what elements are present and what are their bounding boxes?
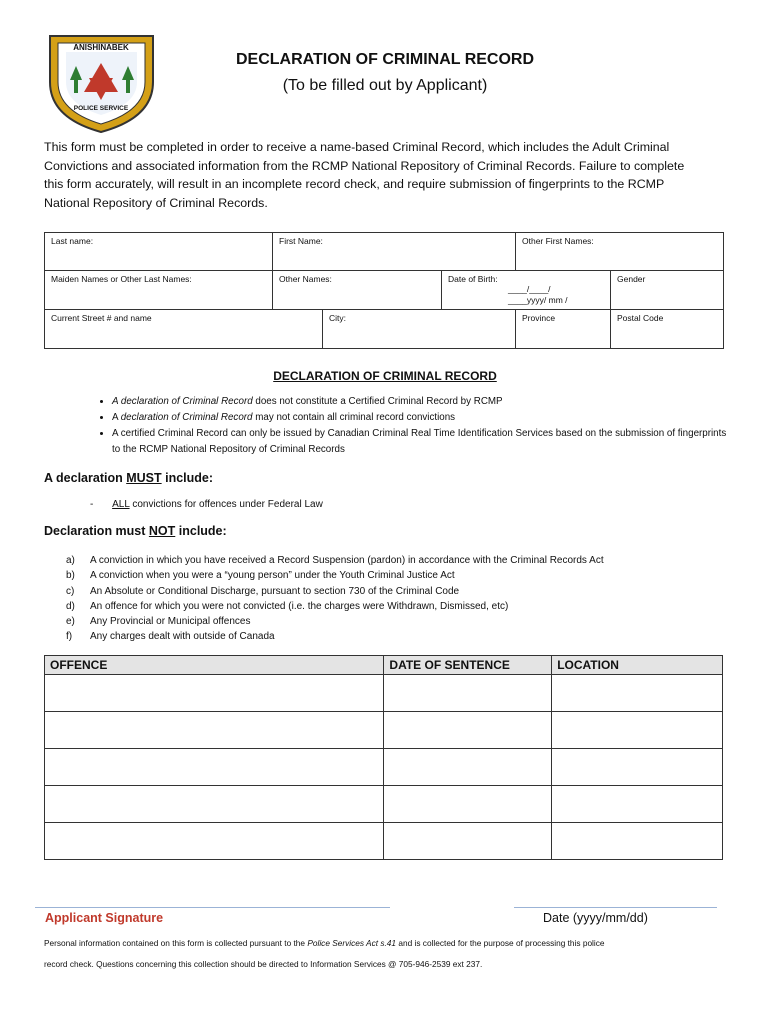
- list-item: • A certified Criminal Record can only be issued by Canadian Criminal Real Time Identification Services based on the submission of fingerprints to the RCMP National Repository of Criminal Records: [112, 426, 732, 458]
- gender-field[interactable]: [610, 270, 724, 310]
- offence-cell[interactable]: [45, 675, 384, 712]
- location-cell[interactable]: [552, 712, 723, 749]
- page-subtitle: (To be filled out by Applicant): [282, 77, 488, 94]
- location-cell[interactable]: [552, 823, 723, 860]
- date-cell[interactable]: [384, 749, 552, 786]
- offence-cell[interactable]: [45, 823, 384, 860]
- date-label: Date (yyyy/mm/dd): [543, 911, 648, 925]
- must-include-heading: A declaration MUST include:: [44, 471, 214, 485]
- dob-format-top: ____/____/: [508, 284, 551, 294]
- list-item: b) A conviction when you were a “young person” under the Youth Criminal Justice Act: [66, 570, 455, 582]
- privacy-notice: [44, 933, 734, 975]
- intro-line: National Repository of Criminal Records.: [44, 195, 268, 210]
- last-name-field[interactable]: [44, 232, 273, 271]
- first-name-field[interactable]: [272, 232, 516, 271]
- last-name-label: Last name:: [51, 236, 94, 246]
- gender-label: Gender: [617, 274, 646, 284]
- svg-text:POLICE SERVICE: POLICE SERVICE: [73, 105, 129, 112]
- offence-cell[interactable]: [45, 786, 384, 823]
- intro-line: this form accurately, will result in an incomplete record check, and require submission of fingerprints to the RCMP: [44, 177, 665, 191]
- police-service-logo: [44, 30, 159, 135]
- intro-line: This form must be completed in order to receive a name-based Criminal Record, which includes the Adult Criminal: [44, 140, 670, 154]
- maiden-names-field[interactable]: [44, 270, 273, 310]
- date-of-sentence-header: DATE OF SENTENCE: [384, 656, 552, 675]
- must-not-include-list: [44, 553, 704, 645]
- intro-line: Convictions and associated information from the RCMP National Repository of Criminal Records. Failure to complete: [44, 158, 685, 173]
- date-line[interactable]: [514, 907, 717, 908]
- offence-header: OFFENCE: [45, 656, 384, 675]
- list-item: • A declaration of Criminal Record may not contain all criminal record convictions: [112, 410, 732, 426]
- list-item: • A declaration of Criminal Record does not constitute a Certified Criminal Record by RCMP: [112, 394, 732, 410]
- first-name-label: First Name:: [279, 236, 323, 246]
- date-cell[interactable]: [384, 712, 552, 749]
- list-item: e) Any Provincial or Municipal offences: [66, 616, 251, 628]
- table-row: [45, 675, 723, 712]
- intro-paragraph: [44, 138, 724, 212]
- declaration-section-title: DECLARATION OF CRIMINAL RECORD: [273, 369, 497, 383]
- city-label: City:: [329, 313, 346, 323]
- list-item: c) An Absolute or Conditional Discharge, pursuant to section 730 of the Criminal Code: [66, 585, 460, 597]
- privacy-line: Personal information contained on this form is collected pursuant to the Police Services Act s.41 and is collected for the purpose of processing this police: [44, 938, 605, 948]
- province-field[interactable]: [515, 309, 611, 349]
- dob-label: Date of Birth:: [448, 274, 498, 284]
- maiden-names-label: Maiden Names or Other Last Names:: [51, 274, 192, 284]
- other-names-field[interactable]: [272, 270, 442, 310]
- table-row: [45, 823, 723, 860]
- table-row: [45, 749, 723, 786]
- offence-cell[interactable]: [45, 749, 384, 786]
- other-first-names-label: Other First Names:: [522, 236, 594, 246]
- street-label: Current Street # and name: [51, 313, 152, 323]
- table-row: [45, 712, 723, 749]
- offence-cell[interactable]: [45, 712, 384, 749]
- page-title: DECLARATION OF CRIMINAL RECORD: [235, 51, 535, 68]
- date-of-birth-field[interactable]: [441, 270, 611, 310]
- list-item: a) A conviction in which you have received a Record Suspension (pardon) in accordance with the Criminal Records Act: [66, 555, 604, 566]
- street-field[interactable]: [44, 309, 323, 349]
- declaration-bullets: [88, 394, 732, 458]
- privacy-line: record check. Questions concerning this collection should be directed to Information Services @ 705-946-2539 ext 237.: [44, 959, 483, 969]
- postal-code-label: Postal Code: [617, 313, 664, 323]
- list-item: f) Any charges dealt with outside of Canada: [66, 631, 275, 643]
- location-header: LOCATION: [552, 656, 723, 675]
- date-cell[interactable]: [384, 786, 552, 823]
- dob-format-bottom: ____yyyy/ mm /: [508, 295, 568, 305]
- offence-table: [44, 655, 723, 860]
- other-names-label: Other Names:: [279, 274, 332, 284]
- table-row: [45, 786, 723, 823]
- dash-marker: -: [90, 499, 94, 510]
- location-cell[interactable]: [552, 749, 723, 786]
- date-cell[interactable]: [384, 823, 552, 860]
- location-cell[interactable]: [552, 786, 723, 823]
- other-first-names-field[interactable]: [515, 232, 724, 271]
- location-cell[interactable]: [552, 675, 723, 712]
- applicant-signature-label: Applicant Signature: [45, 911, 164, 925]
- date-cell[interactable]: [384, 675, 552, 712]
- postal-code-field[interactable]: [610, 309, 724, 349]
- signature-line[interactable]: [35, 907, 390, 908]
- must-include-item: - ALL convictions for offences under Federal Law: [90, 499, 323, 510]
- list-item: d) An offence for which you were not convicted (i.e. the charges were Withdrawn, Dismissed, etc): [66, 600, 509, 612]
- must-not-include-heading: Declaration must NOT include:: [44, 524, 227, 538]
- svg-text:ANISHINABEK: ANISHINABEK: [73, 43, 129, 52]
- province-label: Province: [522, 313, 556, 323]
- city-field[interactable]: [322, 309, 516, 349]
